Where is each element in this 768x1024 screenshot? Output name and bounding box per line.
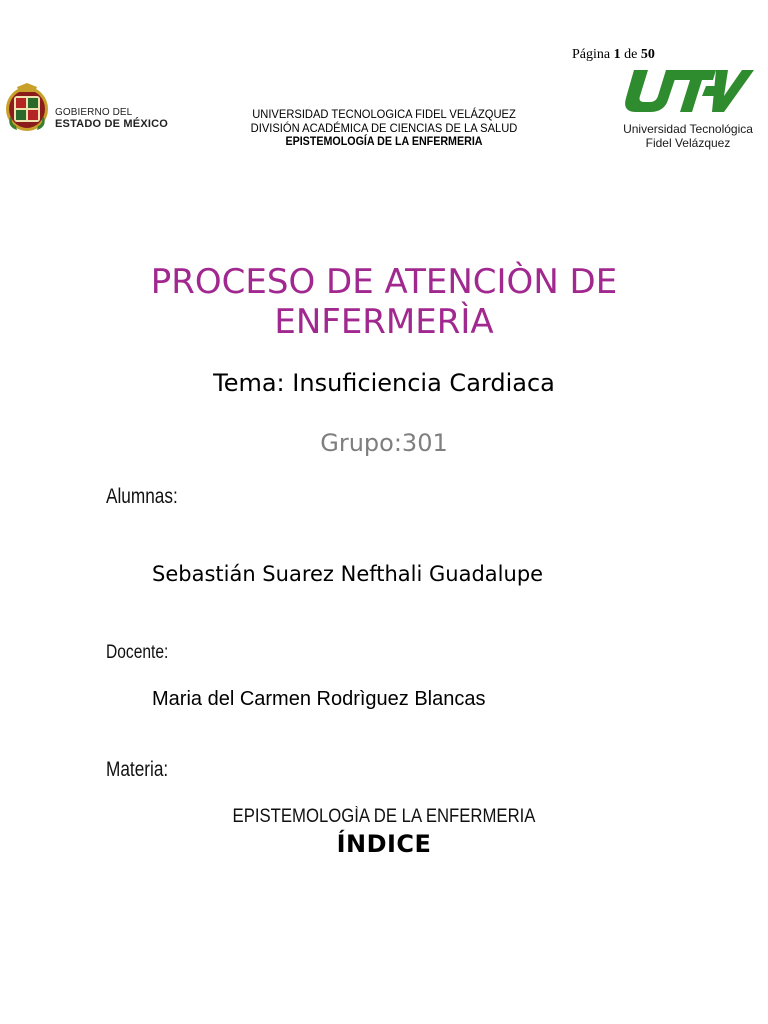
index-heading: ÍNDICE	[336, 830, 432, 858]
edomex-line1: GOBIERNO DEL	[55, 107, 133, 118]
institution-header	[213, 107, 555, 149]
teacher-label: Docente:	[106, 642, 169, 663]
edomex-wordmark	[55, 107, 168, 130]
subject-label: Materia:	[106, 758, 169, 781]
utfv-logo	[612, 66, 764, 154]
utfv-wordmark	[612, 122, 764, 150]
title-line-2: ENFERMERÌA	[274, 302, 494, 342]
document-title	[84, 262, 684, 342]
subject-name: EPISTEMOLOGÌA DE LA ENFERMERIA	[232, 806, 536, 827]
topic: Tema: Insuficiencia Cardiaca	[213, 369, 555, 397]
utfv-logo-icon	[620, 66, 754, 114]
edomex-line2: ESTADO DE MÉXICO	[55, 118, 169, 130]
page-total: 50	[640, 47, 655, 62]
utfv-line2: Fidel Velázquez	[645, 136, 731, 150]
utfv-line1: Universidad Tecnológica	[623, 122, 753, 136]
student-name: Sebastián Suarez Nefthali Guadalupe	[152, 562, 544, 586]
edomex-logo	[4, 83, 184, 135]
page-of: de	[624, 47, 638, 62]
page-current: 1	[613, 47, 621, 62]
title-line-1: PROCESO DE ATENCIÒN DE	[150, 262, 618, 302]
page-label: Página	[572, 47, 611, 62]
university-name: UNIVERSIDAD TECNOLOGICA FIDEL VELÁZQUEZ	[252, 107, 516, 121]
group: Grupo:301	[320, 429, 448, 457]
academic-division: DIVISIÓN ACADÉMICA DE CIENCIAS DE LA SALUD	[250, 121, 518, 135]
page-number	[572, 47, 655, 63]
students-label: Alumnas:	[106, 485, 178, 508]
coat-of-arms-icon	[4, 83, 50, 133]
teacher-name: Maria del Carmen Rodrìguez Blancas	[152, 688, 486, 710]
course-name: EPISTEMOLOGÍA DE LA ENFERMERIA	[285, 136, 483, 148]
